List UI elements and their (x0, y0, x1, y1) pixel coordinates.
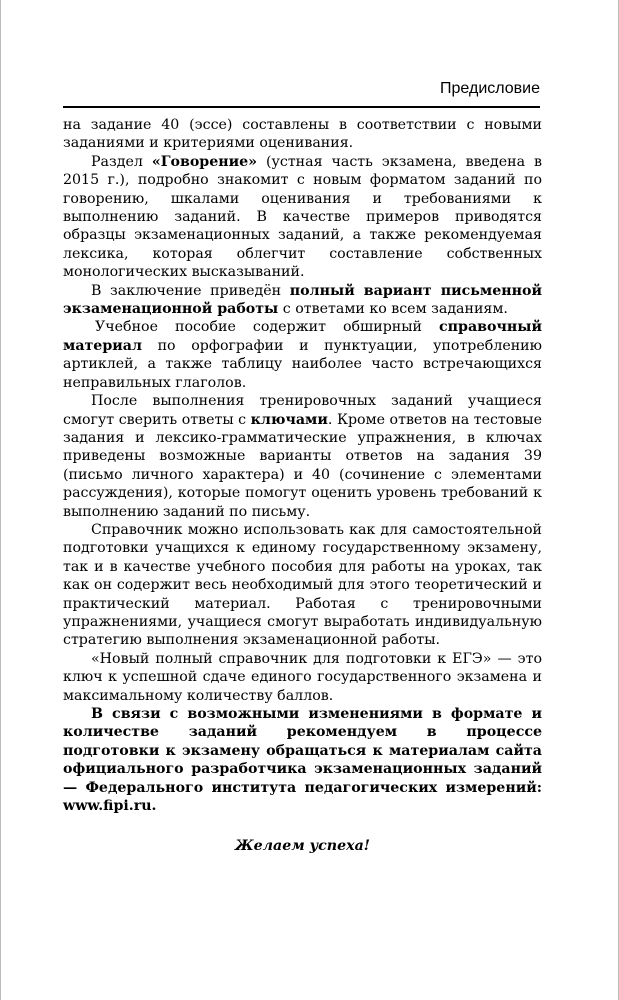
paragraph-text: по орфографии и пунктуации, употреблению артиклей, а также таблицу наиболее часто встречающихся неправильных глаголов. (63, 337, 542, 391)
header-rule (63, 106, 540, 108)
paragraph-text: Раздел (91, 153, 152, 170)
paragraph-keys (63, 392, 542, 521)
paragraph-fipi-notice (63, 705, 542, 815)
paragraph-full-variant (63, 282, 542, 319)
paragraph-text: с ответами ко всем заданиям. (278, 301, 508, 318)
paragraph-text: «Новый полный справочник для подготовки к ЕГЭ» — это ключ к успешной сдаче единого государственного экзамена и максимальному количеству баллов. (63, 650, 542, 704)
running-head: Предисловие (440, 80, 540, 97)
bold-term: справочный материал (63, 319, 542, 354)
paragraph-reference (63, 318, 542, 392)
paragraph-continuation (63, 116, 542, 153)
bold-notice: В связи с возможными изменениями в формате и количестве заданий рекомендуем в процессе подготовки к экзамену обращаться к материалам сайта официального разработчика экзаменационных заданий — Федерального института педагогических измерений: www.fipi.ru. (63, 706, 542, 815)
paragraph-text: В заключение приведён (91, 282, 290, 299)
paragraph-speaking (63, 153, 542, 282)
paragraph-text: на задание 40 (эссе) составлены в соответствии с новыми заданиями и критериями оценивания. (63, 117, 542, 152)
closing-wish: Желаем успеха! (234, 838, 371, 855)
bold-term: «Говорение» (151, 153, 258, 170)
bold-term: ключами (250, 411, 328, 428)
paragraph-text: Учебное пособие содержит обширный (95, 319, 440, 336)
bold-term: полный вариант письменной экзаменационной работы (63, 282, 542, 318)
paragraph-text: После выполнения тренировочных заданий учащиеся смогут сверить ответы с (63, 393, 542, 428)
paragraph-text: (устная часть экзамена, введена в 2015 г.), подробно знакомит с новым форматом заданий по говорению, шкалами оценивания и требованиями к выполнению заданий. В качестве примеров приводятся образцы экзаменационных заданий, а также рекомендуемая лексика, которая облегчит составление собственных монологических высказываний. (63, 153, 542, 281)
paragraph-usage (63, 521, 542, 650)
paragraph-text: . Кроме ответов на тестовые задания и лексико-грамматические упражнения, в ключах приведены возможные варианты ответов на задания 39 (письмо личного характера) и 40 (сочинение с элементами рассуждения), которые помогут оценить уровень требований к выполнению заданий по письму. (63, 411, 542, 520)
body-text (63, 116, 542, 856)
paragraph-text: Справочник можно использовать как для самостоятельной подготовки учащихся к единому государственному экзамену, так и в качестве учебного пособия для работы на уроках, так как он содержит весь необходимый для этого теоретический и практический материал. Работая с тренировочными упражнениями, учащиеся смогут выработать индивидуальную стратегию выполнения экзаменационной работы. (63, 521, 542, 649)
paragraph-title-quote (63, 650, 542, 705)
